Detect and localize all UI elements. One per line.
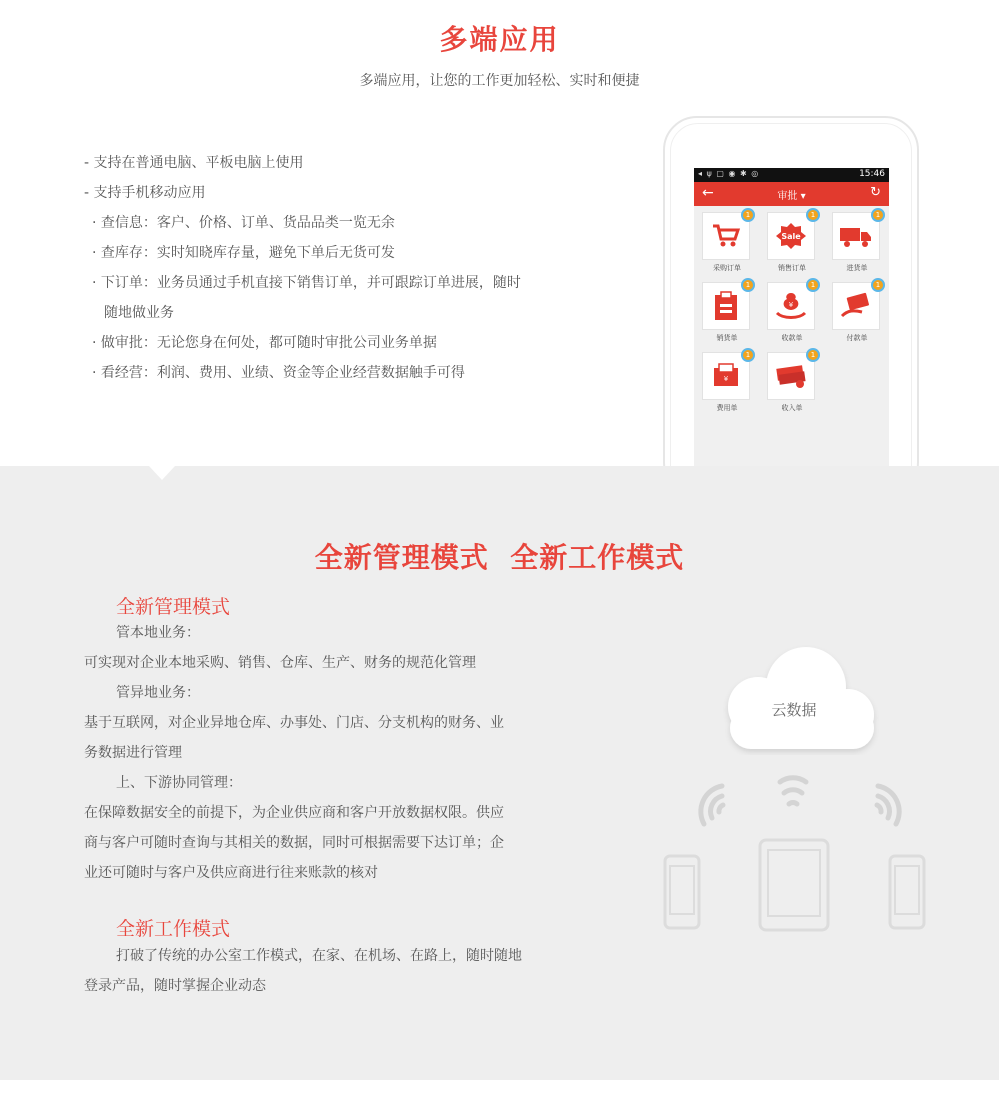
text-line: 基于互联网，对企业异地仓库、办事处、门店、分支机构的财务、业 — [84, 715, 504, 731]
cart-icon — [711, 223, 741, 249]
feature-item: · 看经营：利润、费用、业绩、资金等企业经营数据触手可得 — [92, 365, 465, 381]
text-line: 务数据进行管理 — [84, 745, 182, 761]
svg-text:¥: ¥ — [788, 301, 794, 309]
count-badge: 1 — [806, 208, 820, 222]
mgmt-heading: 全新管理模式 — [116, 596, 231, 618]
tile-label: 销售订单 — [778, 264, 806, 272]
feature-item: - 支持手机移动应用 — [84, 185, 206, 201]
status-icons: ◂ ψ ▢ ◉ ✱ ◎ — [698, 169, 760, 178]
page-footer-space — [0, 1080, 999, 1102]
tile-sales-order[interactable] — [767, 212, 817, 273]
svg-text:Sale: Sale — [781, 232, 801, 241]
device-sync-illustration — [660, 770, 940, 940]
feature-item: - 支持在普通电脑、平板电脑上使用 — [84, 155, 304, 171]
sale-tag-icon — [774, 221, 808, 251]
refresh-icon[interactable]: ↻ — [870, 185, 881, 200]
app-title[interactable]: 审批 ▾ — [777, 191, 806, 202]
tile-purchase-order[interactable] — [702, 212, 752, 273]
feature-item: · 下订单：业务员通过手机直接下销售订单，并可跟踪订单进展，随时 — [92, 275, 521, 291]
tile-label: 采购订单 — [713, 264, 741, 272]
tile-receipt[interactable] — [767, 282, 817, 343]
tile-label: 付款单 — [846, 334, 868, 342]
section-subtitle: 多端应用，让您的工作更加轻松、实时和便捷 — [359, 73, 640, 89]
tile-payment[interactable] — [832, 282, 882, 343]
feature-item: · 查库存：实时知晓库存量，避免下单后无货可发 — [92, 245, 395, 261]
register-icon — [711, 362, 741, 390]
wifi-signal-icon — [701, 778, 899, 824]
text-line: 业还可随时与客户及供应商进行往来账款的核对 — [84, 865, 378, 881]
status-bar — [694, 168, 889, 182]
section-divider-arrow — [149, 466, 175, 480]
count-badge: 1 — [871, 208, 885, 222]
card-hand-icon — [840, 292, 872, 320]
app-bar — [694, 182, 889, 206]
count-badge: 1 — [741, 208, 755, 222]
back-arrow-icon[interactable]: ← — [702, 185, 714, 201]
tile-label: 销货单 — [716, 334, 738, 342]
mgmt-text — [84, 618, 584, 888]
tile-label: 进货单 — [846, 264, 868, 272]
tile-label: 收款单 — [781, 334, 803, 342]
clipboard-icon — [713, 291, 739, 321]
app-tile-grid — [702, 212, 892, 422]
count-badge: 1 — [871, 278, 885, 292]
count-badge: 1 — [806, 278, 820, 292]
work-heading: 全新工作模式 — [116, 918, 231, 940]
feature-item: 随地做业务 — [104, 305, 174, 321]
text-line: 商与客户可随时查询与其相关的数据，同时可根据需要下达订单；企 — [84, 835, 504, 851]
tile-stock-in[interactable] — [832, 212, 882, 273]
text-line: 打破了传统的办公室工作模式，在家、在机场、在路上，随时随地 — [116, 948, 522, 964]
status-time: 15:46 — [859, 169, 885, 179]
feature-list — [84, 148, 594, 388]
section-title: 多端应用 — [439, 23, 560, 56]
cloud-label: 云数据 — [771, 701, 817, 719]
count-badge: 1 — [741, 348, 755, 362]
money-bag-hand-icon — [775, 291, 807, 321]
text-line: 管异地业务： — [116, 685, 200, 701]
tile-delivery[interactable] — [702, 282, 752, 343]
text-line: 管本地业务： — [116, 625, 200, 641]
svg-text:¥: ¥ — [723, 375, 729, 383]
count-badge: 1 — [806, 348, 820, 362]
cash-stack-icon — [774, 363, 808, 389]
feature-item: · 做审批：无论您身在何处，都可随时审批公司业务单据 — [92, 335, 437, 351]
text-line: 在保障数据安全的前提下，为企业供应商和客户开放数据权限。供应 — [84, 805, 504, 821]
tile-income[interactable] — [767, 352, 817, 413]
feature-item: · 查信息：客户、价格、订单、货品品类一览无余 — [92, 215, 395, 231]
tile-label: 收入单 — [781, 404, 803, 412]
text-line: 上、下游协同管理： — [116, 775, 242, 791]
truck-icon — [839, 224, 873, 248]
tile-expense[interactable] — [702, 352, 752, 413]
text-line: 登录产品，随时掌握企业动态 — [84, 978, 266, 994]
section-title: 全新管理模式 全新工作模式 — [314, 541, 685, 574]
work-text — [84, 941, 584, 1001]
tile-label: 费用单 — [716, 404, 738, 412]
text-line: 可实现对企业本地采购、销售、仓库、生产、财务的规范化管理 — [84, 655, 476, 671]
count-badge: 1 — [741, 278, 755, 292]
section-divider-arrow — [155, 1080, 181, 1094]
